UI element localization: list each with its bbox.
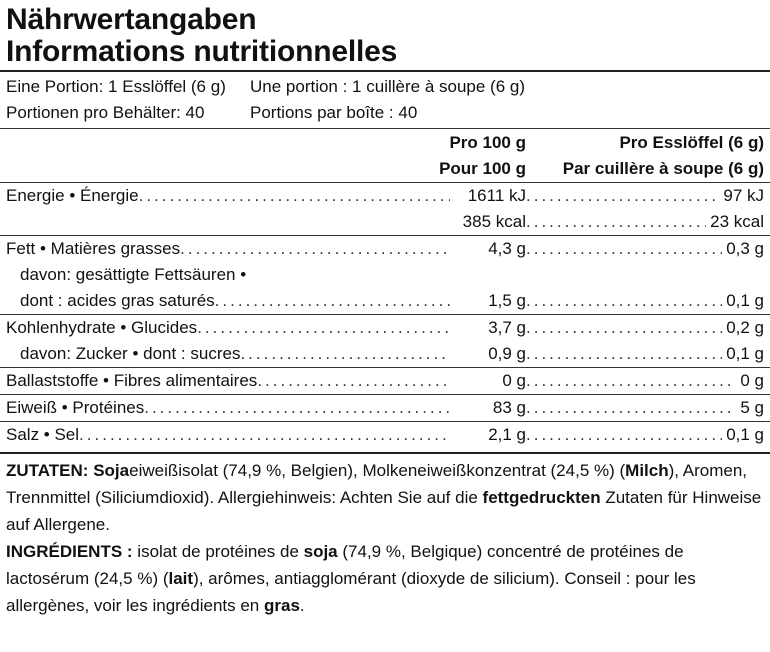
serving-size-french: Une portion : 1 cuillère à soupe (6 g) [250,77,525,96]
value-per-100g: 83 g [492,398,526,417]
ingredients-label-german: ZUTATEN: [6,461,89,480]
ingredients-text: isolat de protéines de [132,542,304,561]
ingredients-text: ), arômes, antiagglomérant (dioxyde de silicium). Conseil : pour les allergènes, voir les ingrédients en [6,569,696,615]
ingredients-section [6,454,764,619]
row-name: dont : acides gras saturés [20,291,215,310]
row-carbohydrates [0,314,770,341]
value-per-100g: 1,5 g [488,291,526,310]
row-name: Kohlenhydrate • Glucides [6,318,198,337]
value-per-spoon: 0,1 g [726,425,764,444]
column-per-spoon [526,130,764,182]
row-energy-kj [0,182,770,209]
value-per-100g: 3,7 g [488,318,526,337]
column-per-100g [326,130,526,182]
servings-per-container-row [6,100,764,126]
row-name: Energie • Énergie [6,186,139,205]
row-name: Salz • Sel [6,425,80,444]
allergen-milch: Milch [625,461,669,480]
ingredients-text: Zutaten für Hinweise auf Allergene. [6,488,762,534]
value-per-100g: 0 g [502,371,526,390]
servings-per-container-french: Portions par boîte : 40 [250,103,418,122]
value-per-spoon: 0,1 g [726,291,764,310]
column-per-100g-german: Pro 100 g [449,133,526,152]
ingredients-label-french: INGRÉDIENTS : [6,542,133,561]
column-per-spoon-french: Par cuillère à soupe (6 g) [562,159,764,178]
row-energy-kcal [0,209,770,235]
value-per-100g: 0,9 g [488,344,526,363]
ingredients-text: eiweißisolat (74,9 %, Belgien), Molkeneiweißkonzentrat (24,5 %) ( [129,461,626,480]
value-per-spoon: 0 g [740,371,764,390]
value-per-100g: 385 kcal [462,212,526,231]
serving-size-row [6,74,764,100]
row-name: Eiweiß • Protéines [6,398,145,417]
servings-per-container-german: Portionen pro Behälter: 40 [6,103,205,122]
allergen-lait: lait [168,569,194,588]
value-per-100g: 1611 kJ [467,186,526,205]
allergen-soja: Soja [93,461,130,480]
title-german: Nährwertangaben [6,3,257,36]
row-name: Fett • Matières grasses [6,239,181,258]
ingredients-french [6,538,764,619]
column-headers [6,129,764,182]
ingredients-text: (74,9 %, Belgique) concentré de protéines de lactosérum (24,5 %) ( [6,542,684,588]
value-per-spoon: 5 g [740,398,764,417]
ingredients-german [6,457,764,538]
row-saturated-fat-label-line1: davon: gesättigte Fettsäuren • [20,265,247,284]
value-per-spoon: 23 kcal [710,212,764,231]
value-per-spoon: 97 kJ [723,186,764,205]
row-fat [0,235,770,262]
row-saturated-fat [0,288,770,314]
row-protein [0,394,770,421]
ingredients-text: ), Aromen, Trennmittel (Siliciumdioxid). Allergiehinweis: Achten Sie auf die [6,461,748,507]
ingredients-text: . [299,596,305,615]
title-divider [0,70,770,72]
value-per-100g: 2,1 g [488,425,526,444]
row-fibre [0,367,770,394]
column-per-100g-french: Pour 100 g [439,159,526,178]
allergen-soja-fr: soja [303,542,338,561]
bold-word-gras: gras [263,596,300,615]
value-per-100g: 4,3 g [488,239,526,258]
row-salt [0,421,770,448]
value-per-spoon: 0,1 g [726,344,764,363]
row-sugar [0,341,770,367]
title-french: Informations nutritionnelles [6,35,398,68]
column-per-spoon-german: Pro Esslöffel (6 g) [619,133,764,152]
bold-word-fettgedruckten: fettgedruckten [482,488,601,507]
value-per-spoon: 0,2 g [726,318,764,337]
row-name: davon: Zucker • dont : sucres [20,344,241,363]
value-per-spoon: 0,3 g [726,239,764,258]
row-name: Ballaststoffe • Fibres alimentaires [6,371,258,390]
serving-size-german: Eine Portion: 1 Esslöffel (6 g) [6,77,226,96]
